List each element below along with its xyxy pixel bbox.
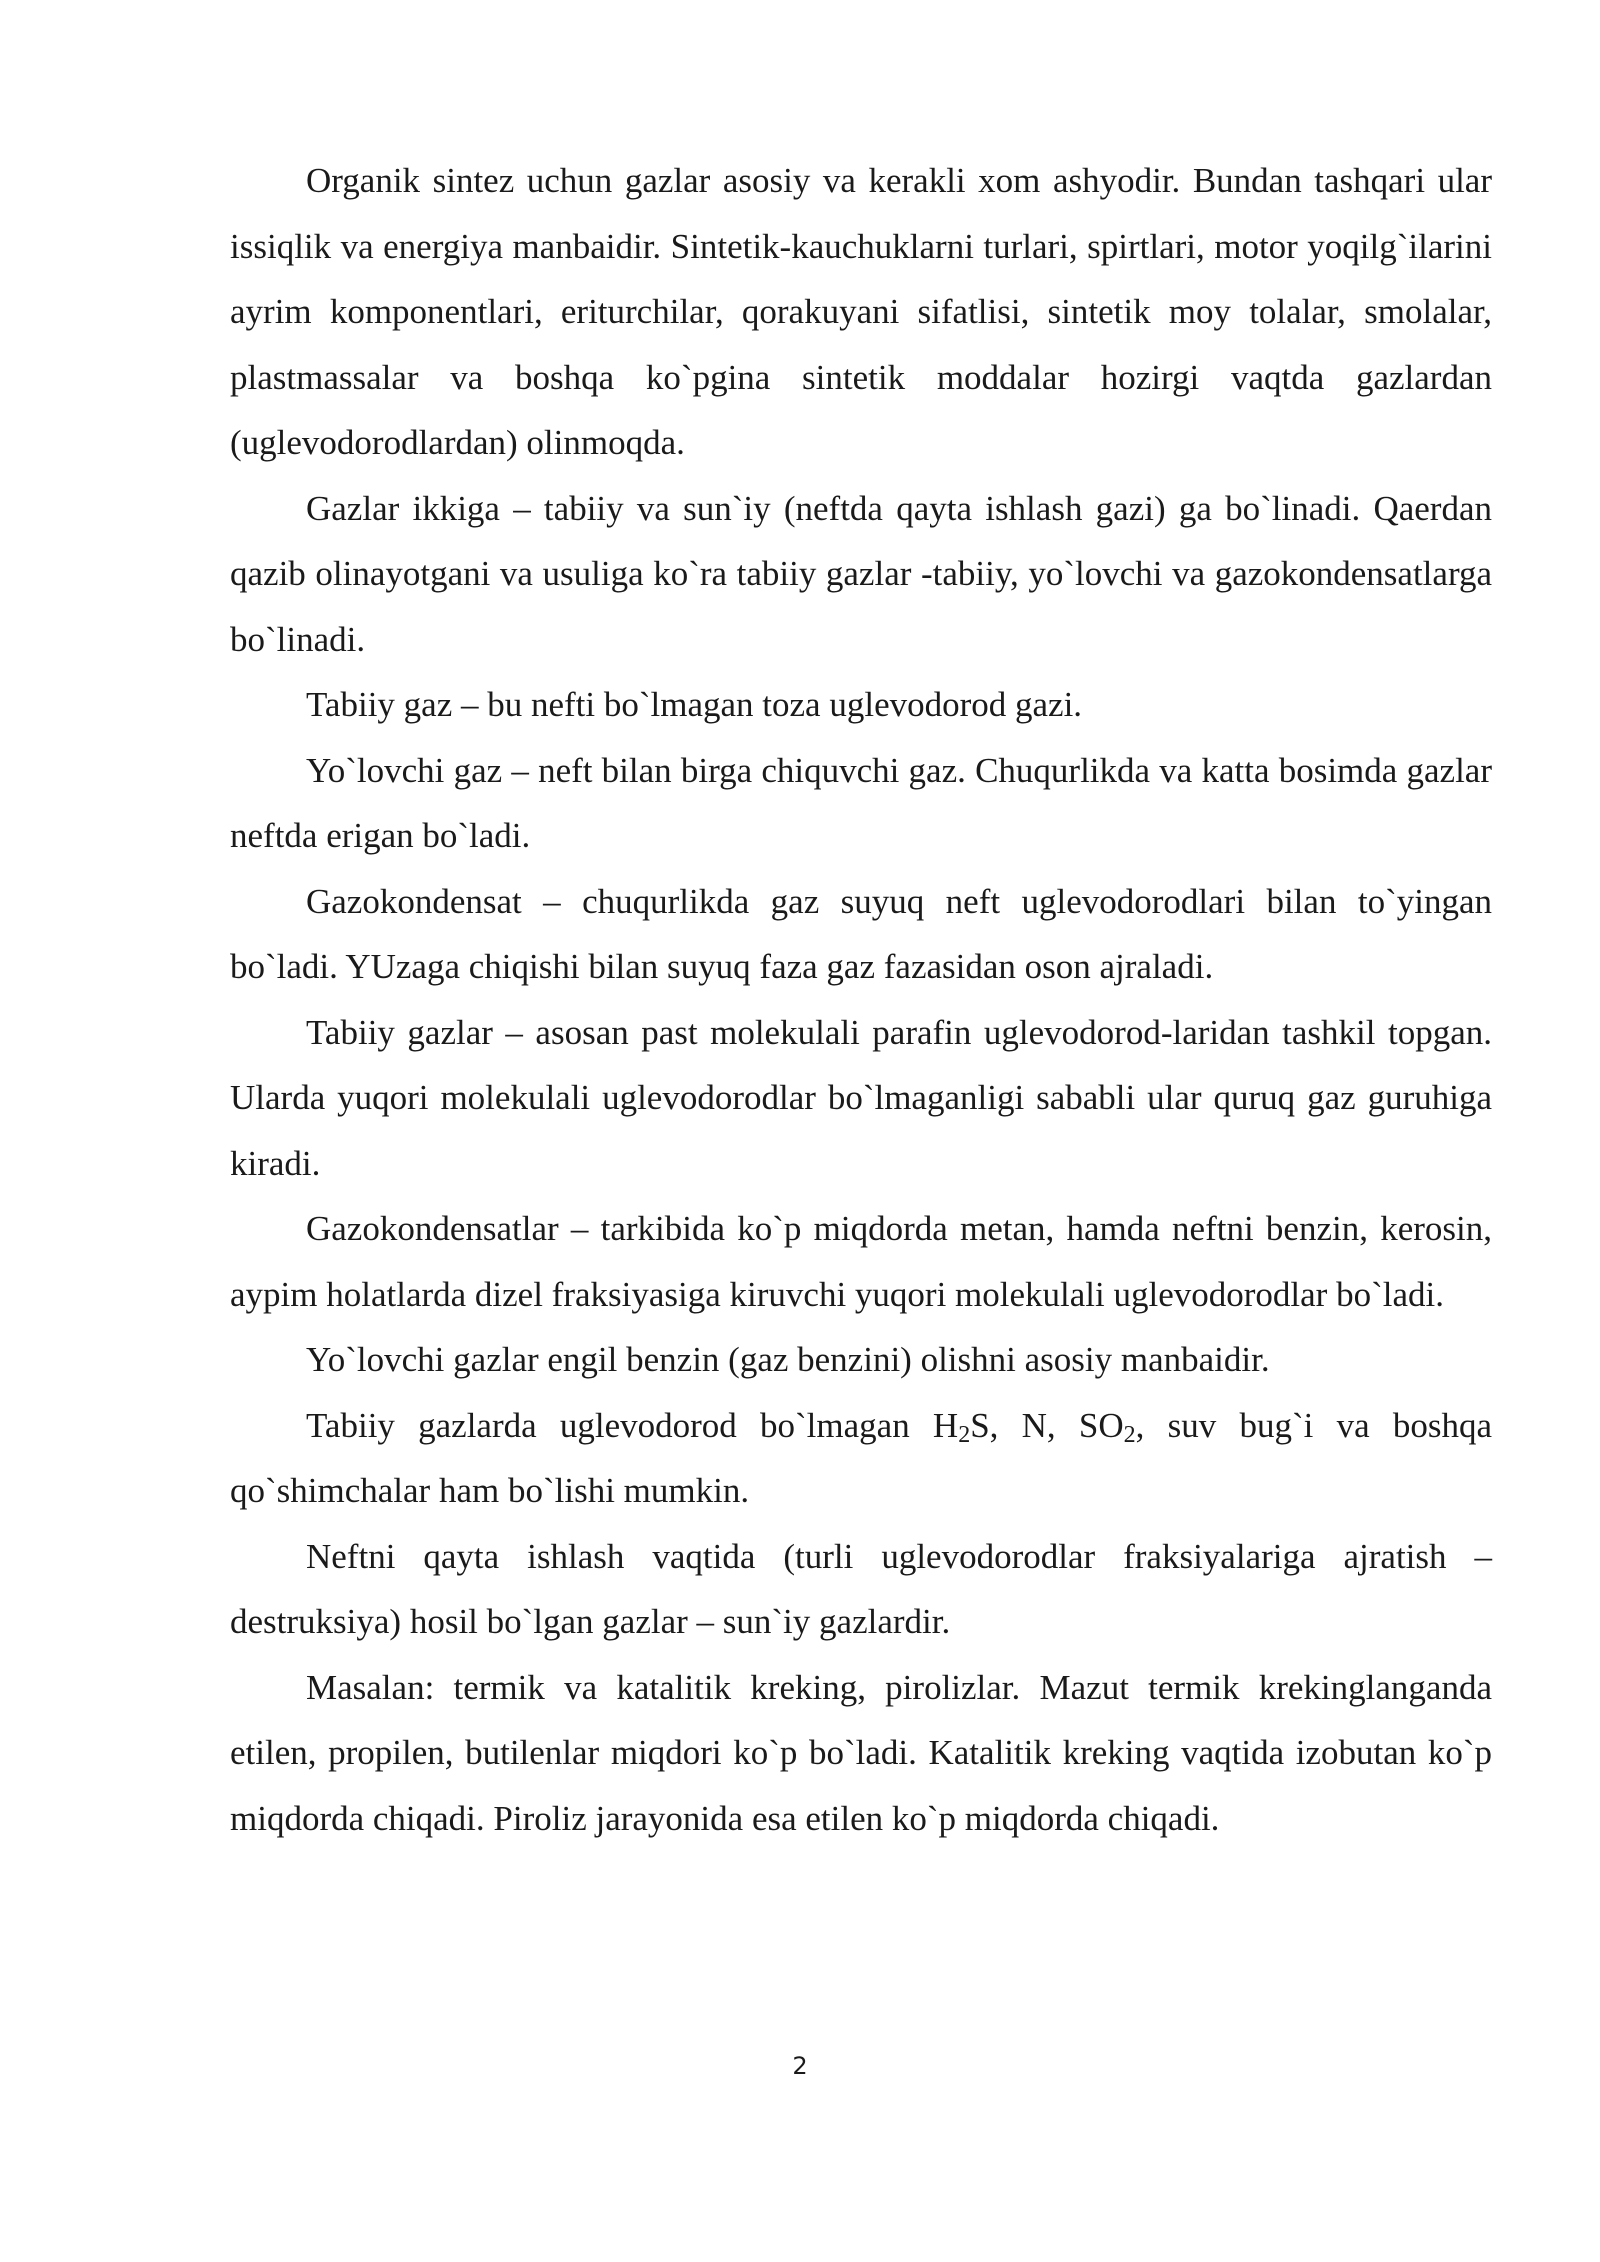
paragraph-natural-gas: Tabiiy gaz – bu nefti bo`lmagan toza uglevodorod gazi. — [306, 685, 1083, 724]
impurities-text-part-1: Tabiiy gazlarda uglevodorod bo`lmagan H — [306, 1405, 959, 1445]
paragraph-gas-condensates-composition: Gazokondensatlar – tarkibida ko`p miqdorda metan, hamda neftni benzin, kerosin, aypim holatlarda dizel fraksiyasiga kiruvchi yuqori molekulali uglevodorodlar bo`ladi. — [230, 1209, 1492, 1314]
page-number: 2 — [792, 2052, 808, 2080]
paragraph-natural-gases-composition: Tabiiy gazlar – asosan past molekulali parafin uglevodorod-laridan tashkil topgan. Ularda yuqori molekulali uglevodorodlar bo`lmaganligi sababli ular quruq gaz guruhiga kiradi. — [230, 1012, 1492, 1183]
paragraph-organic-synthesis: Organik sintez uchun gazlar asosiy va kerakli xom ashyodir. Bundan tashqari ular issiqlik va energiya manbaidir. Sintetik-kauchuklarni turlari, spirtlari, motor yoqilg`ilarini ayrim komponentlari, eriturchilar, qorakuyani sifatlisi, sintetik moy tolalar, smolalar, plastmassalar va boshqa ko`pgina sintetik moddalar hozirgi vaqtda gazlardan (uglevodorodlardan) olinmoqda. — [230, 161, 1492, 462]
paragraph-associated-gases-source: Yo`lovchi gazlar engil benzin (gaz benzini) olishni asosiy manbaidir. — [306, 1340, 1270, 1379]
subscript-so2: 2 — [1123, 1421, 1136, 1448]
paragraph-non-hydrocarbon-impurities — [230, 1393, 1492, 1524]
paragraph-gas-types: Gazlar ikkiga – tabiiy va sun`iy (neftda qayta ishlash gazi) ga bo`linadi. Qaerdan qazib olinayotgani va usuliga ko`ra tabiiy gazlar -tabiiy, yo`lovchi va gazokondensatlarga bo`linadi. — [230, 488, 1492, 659]
body-text — [230, 148, 1492, 1851]
subscript-h2s: 2 — [958, 1421, 971, 1448]
paragraph-artificial-gases: Neftni qayta ishlash vaqtida (turli uglevodorodlar fraksiyalariga ajratish – destruksiya) hosil bo`lgan gazlar – sun`iy gazlardir. — [230, 1536, 1492, 1641]
paragraph-associated-gas: Yo`lovchi gaz – neft bilan birga chiquvchi gaz. Chuqurlikda va katta bosimda gazlar neftda erigan bo`ladi. — [230, 750, 1492, 855]
impurities-text-part-2: S, N, SO — [970, 1405, 1124, 1445]
paragraph-gas-condensate: Gazokondensat – chuqurlikda gaz suyuq neft uglevodorodlari bilan to`yingan bo`ladi. YUzaga chiqishi bilan suyuq faza gaz fazasidan oson ajraladi. — [230, 881, 1492, 986]
impurities-text-part-3: , suv bug`i va boshqa qo`shimchalar ham bo`lishi mumkin. — [230, 1405, 1492, 1510]
paragraph-cracking-examples: Masalan: termik va katalitik kreking, pirolizlar. Mazut termik krekinglanganda etilen, propilen, butilenlar miqdori ko`p bo`ladi. Katalitik kreking vaqtida izobutan ko`p miqdorda chiqadi. Piroliz jarayonida esa etilen ko`p miqdorda chiqadi. — [230, 1667, 1492, 1838]
